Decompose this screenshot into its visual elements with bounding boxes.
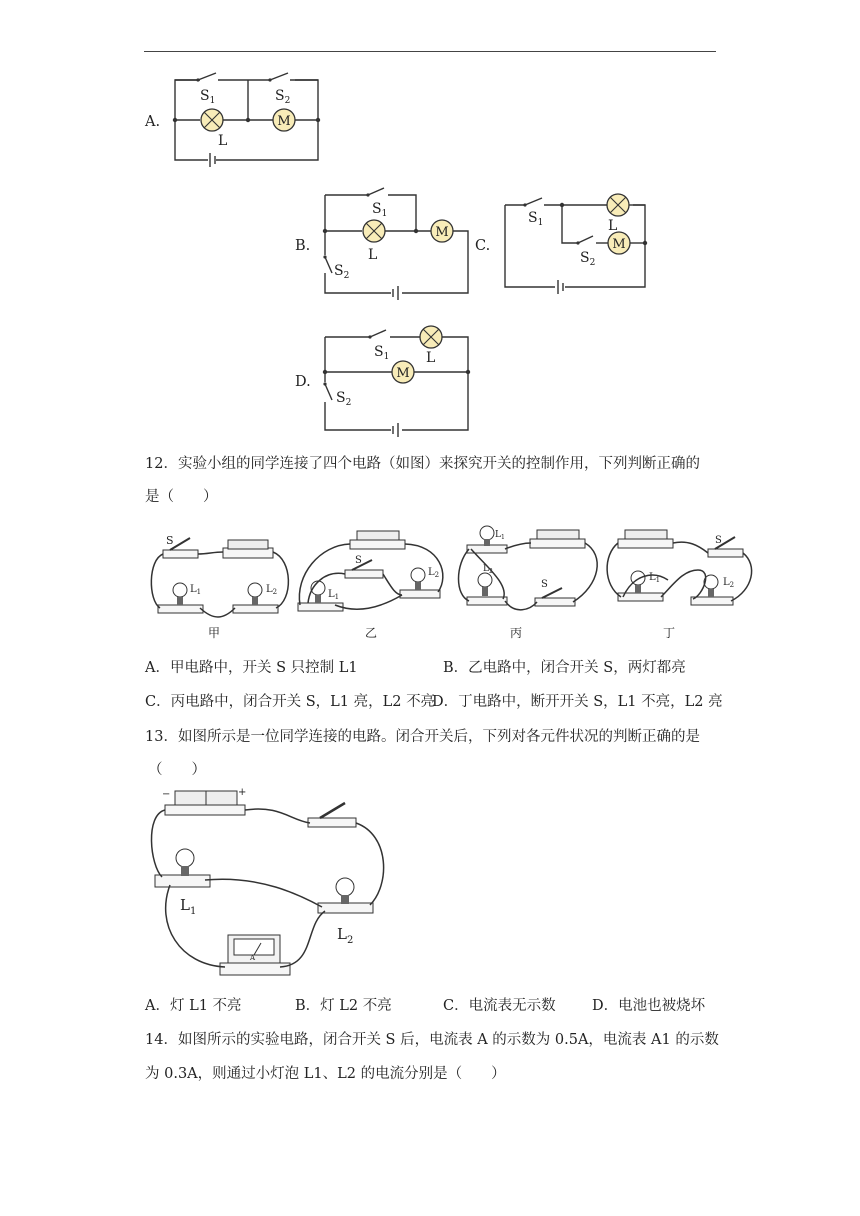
circuit-diagram-c (500, 190, 660, 295)
header-rule (144, 51, 716, 52)
l2-label: $L_2$ (428, 567, 440, 579)
caption-jia: 甲 (208, 626, 221, 640)
s2-label: $S_2$ (580, 250, 596, 268)
q12-diagram-bing (455, 525, 605, 625)
l2-label: $L_2$ (337, 925, 354, 946)
l2-label: $L_2$ (266, 584, 278, 596)
motor-label: M (612, 237, 626, 252)
l1-label: $L_1$ (328, 589, 340, 601)
circuit-diagram-a (170, 70, 330, 170)
motor-label: M (435, 225, 449, 240)
q14-stem-line1: 14．如图所示的实验电路，闭合开关 S 后，电流表 A 的示数为 0.5A，电流表 A1 的示数 (145, 1032, 719, 1048)
option-d-label: D. (295, 374, 311, 390)
s1-label: $S_1$ (374, 344, 390, 362)
caption-bing: 丙 (510, 626, 523, 640)
l2-label: $L_2$ (723, 577, 735, 589)
l1-label: $L_1$ (495, 530, 505, 541)
q13-circuit-diagram (140, 785, 400, 985)
lamp-label: L (368, 247, 378, 263)
q13-option-b[interactable]: B．灯 L2 不亮 (295, 998, 392, 1014)
l1-label: $L_1$ (190, 584, 202, 596)
battery-minus: − (162, 789, 171, 800)
q14-stem-line2: 为 0.3A，则通过小灯泡 L1、L2 的电流分别是（ ） (145, 1066, 506, 1082)
switch-label: S (541, 579, 548, 590)
q13-option-d[interactable]: D．电池也被烧坏 (592, 998, 706, 1014)
s1-label: $S_1$ (528, 210, 544, 228)
s2-label: $S_2$ (334, 263, 350, 281)
switch-label: S (166, 534, 174, 547)
q13-stem-line1: 13．如图所示是一位同学连接的电路。闭合开关后，下列对各元件状况的判断正确的是 (145, 729, 700, 745)
motor-label: M (396, 366, 410, 381)
q12-option-d[interactable]: D．丁电路中，断开开关 S，L1 不亮，L2 亮 (432, 694, 723, 710)
q13-option-a[interactable]: A．灯 L1 不亮 (145, 998, 242, 1014)
lamp-label: L (426, 350, 436, 366)
q13-option-c[interactable]: C．电流表无示数 (443, 998, 556, 1014)
q12-option-c[interactable]: C．丙电路中，闭合开关 S，L1 亮，L2 不亮 (145, 694, 436, 710)
option-b-label: B. (295, 238, 311, 254)
battery-plus: + (238, 787, 247, 798)
q12-option-b[interactable]: B．乙电路中，闭合开关 S，两灯都亮 (443, 660, 686, 676)
switch-label: S (355, 555, 362, 566)
s2-label: $S_2$ (275, 88, 291, 106)
lamp-label: L (218, 133, 228, 149)
q12-stem-line2: 是（ ） (145, 489, 218, 505)
q12-stem-line1: 12．实验小组的同学连接了四个电路（如图）来探究开关的控制作用，下列判断正确的 (145, 456, 700, 472)
motor-label: M (277, 114, 291, 129)
caption-ding: 丁 (663, 626, 676, 640)
q13-stem-line2: （ ） (148, 762, 206, 778)
q12-diagram-jia (148, 530, 298, 630)
switch-label: S (715, 535, 722, 546)
s1-label: $S_1$ (372, 201, 388, 219)
l1-label: $L_1$ (649, 572, 661, 584)
option-c-label: C. (475, 238, 491, 254)
l2-label: $L_2$ (483, 564, 493, 575)
s1-label: $S_1$ (200, 88, 216, 106)
circuit-diagram-b (320, 185, 480, 300)
lamp-label: L (608, 218, 618, 234)
caption-yi: 乙 (365, 626, 378, 640)
ammeter-a-label: A (250, 954, 256, 962)
option-a-label: A. (145, 114, 161, 130)
l1-label: $L_1$ (180, 896, 197, 917)
circuit-diagram-d (320, 322, 480, 437)
q12-diagram-ding (603, 525, 753, 625)
q12-diagram-yi (290, 525, 450, 625)
s2-label: $S_2$ (336, 390, 352, 408)
q12-option-a[interactable]: A．甲电路中，开关 S 只控制 L1 (145, 660, 358, 676)
